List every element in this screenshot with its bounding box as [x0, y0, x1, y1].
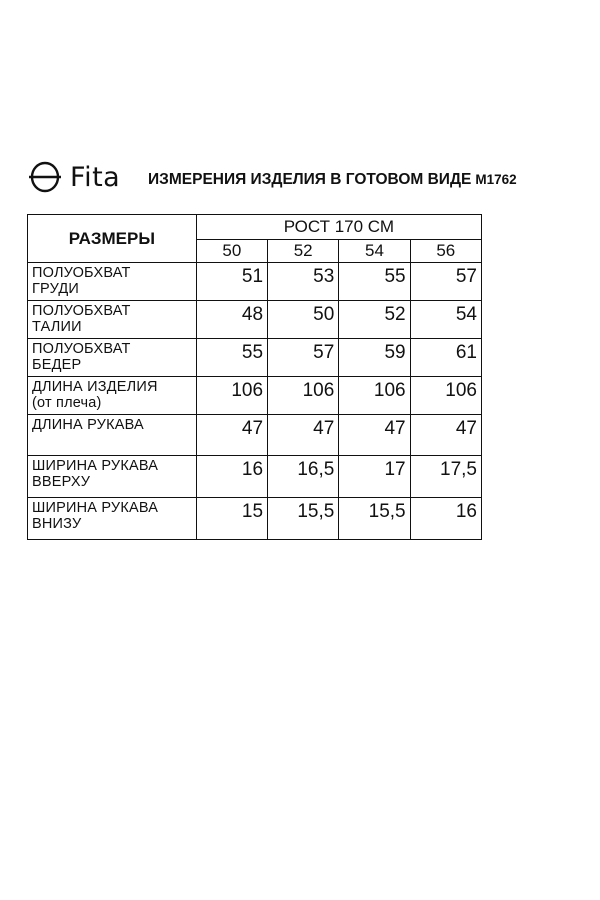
table-row [28, 456, 482, 498]
table-cell: 53 [268, 263, 339, 301]
row-label: ШИРИНА РУКАВА ВНИЗУ [28, 498, 197, 540]
row-label: ПОЛУОБХВАТ ГРУДИ [28, 263, 197, 301]
table-cell: 15,5 [339, 498, 410, 540]
row-label: ШИРИНА РУКАВА ВВЕРХУ [28, 456, 197, 498]
table-cell: 16 [410, 498, 481, 540]
table-cell: 15 [196, 498, 267, 540]
table-cell: 16,5 [268, 456, 339, 498]
table-cell: 17 [339, 456, 410, 498]
title-text: ИЗМЕРЕНИЯ ИЗДЕЛИЯ В ГОТОВОМ ВИДЕ [148, 171, 472, 188]
table-row [28, 377, 482, 415]
table-cell: 50 [268, 301, 339, 339]
table-cell: 16 [196, 456, 267, 498]
table-cell: 47 [339, 415, 410, 456]
row-label: ПОЛУОБХВАТ БЕДЕР [28, 339, 197, 377]
row-label: ДЛИНА ИЗДЕЛИЯ (от плеча) [28, 377, 197, 415]
height-heading: РОСТ 170 СМ [196, 215, 481, 240]
size-header: 54 [339, 240, 410, 263]
table-cell: 47 [410, 415, 481, 456]
table-cell: 106 [339, 377, 410, 415]
table-cell: 15,5 [268, 498, 339, 540]
table-cell: 54 [410, 301, 481, 339]
table-cell: 51 [196, 263, 267, 301]
table-cell: 52 [339, 301, 410, 339]
table-cell: 48 [196, 301, 267, 339]
table-cell: 106 [268, 377, 339, 415]
brand-name: Fita [70, 162, 121, 193]
sizes-heading: РАЗМЕРЫ [28, 215, 197, 263]
table-row [28, 301, 482, 339]
table-row [28, 263, 482, 301]
table-cell: 57 [268, 339, 339, 377]
table-cell: 17,5 [410, 456, 481, 498]
table-cell: 106 [410, 377, 481, 415]
model-number: М1762 [475, 172, 517, 187]
fita-logo-icon [28, 160, 68, 194]
table-cell: 61 [410, 339, 481, 377]
table-header-row [28, 215, 482, 240]
table-cell: 55 [339, 263, 410, 301]
table-cell: 55 [196, 339, 267, 377]
table-cell: 47 [196, 415, 267, 456]
brand-logo [28, 160, 158, 194]
table-row [28, 339, 482, 377]
row-label: ДЛИНА РУКАВА [28, 415, 197, 456]
size-header: 56 [410, 240, 481, 263]
row-label: ПОЛУОБХВАТ ТАЛИИ [28, 301, 197, 339]
table-row [28, 498, 482, 540]
table-cell: 106 [196, 377, 267, 415]
size-chart-table [27, 214, 482, 540]
size-header: 50 [196, 240, 267, 263]
table-row [28, 415, 482, 456]
page-title [148, 171, 517, 189]
table-cell: 57 [410, 263, 481, 301]
page-header [28, 158, 588, 194]
size-header: 52 [268, 240, 339, 263]
table-cell: 47 [268, 415, 339, 456]
table-cell: 59 [339, 339, 410, 377]
